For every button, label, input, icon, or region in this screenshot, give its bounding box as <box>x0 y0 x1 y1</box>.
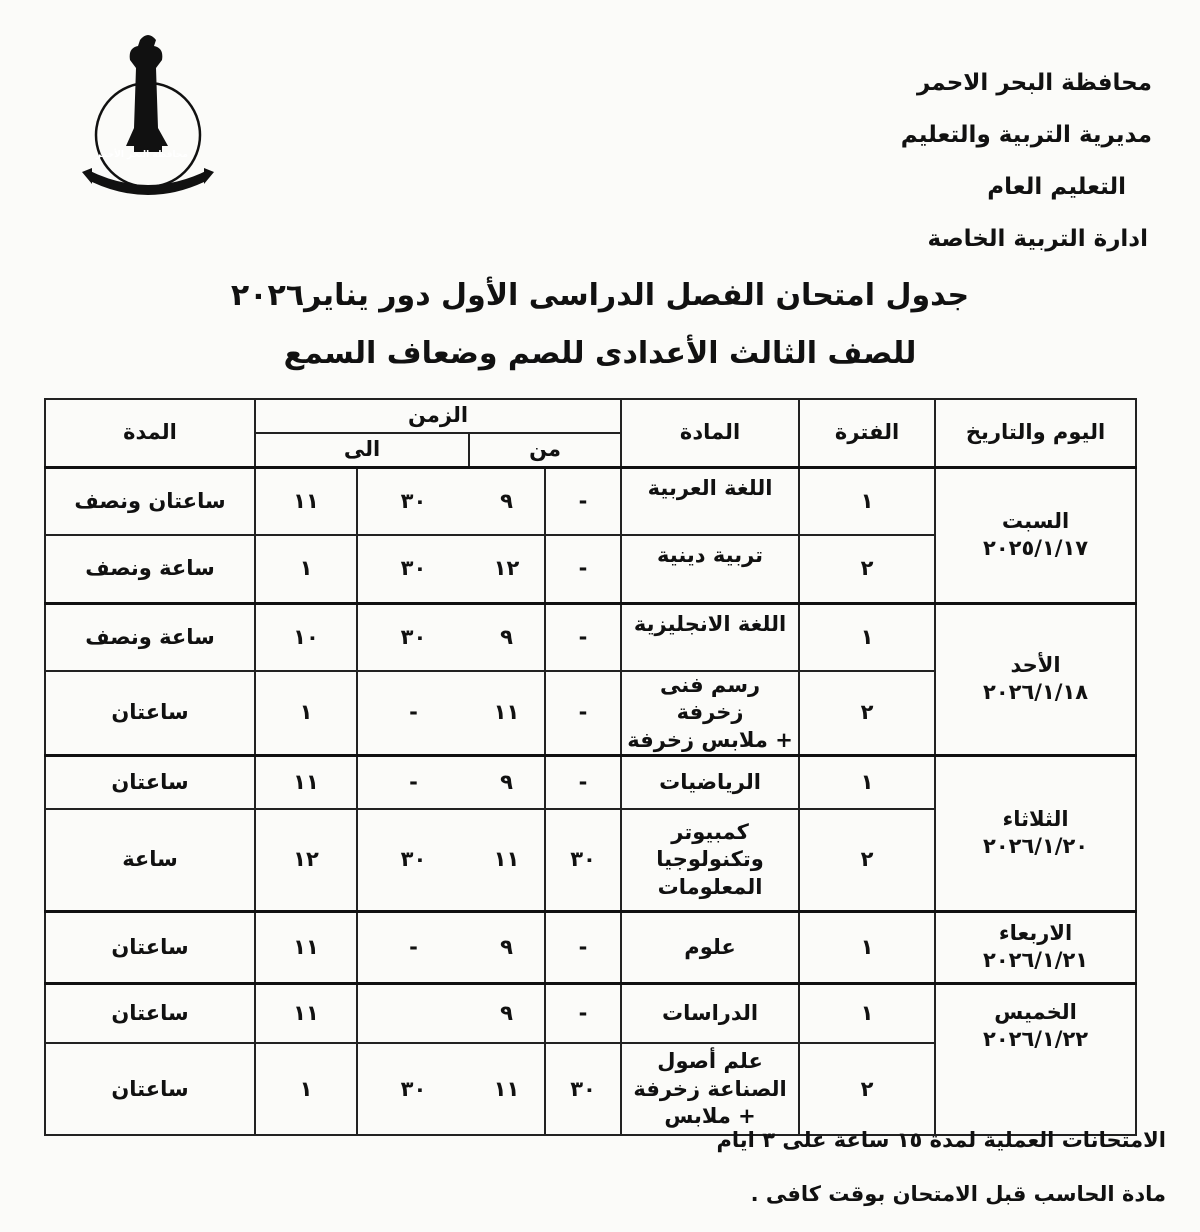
note-computer-subject: مادة الحاسب قبل الامتحان بوقت كافى . <box>750 1182 1166 1206</box>
to-hour-cell: ١١ <box>255 755 357 809</box>
from-hour-cell: ٩ <box>469 603 545 671</box>
subject-line: علم أصول <box>657 1049 763 1074</box>
day-date: ٢٠٢٦/١/٢٠ <box>983 834 1089 859</box>
header-to: الى <box>255 433 469 467</box>
to-hour-cell: ١١ <box>255 983 357 1043</box>
day-date-cell <box>935 911 1136 983</box>
header-from: من <box>469 433 621 467</box>
page-title: جدول امتحان الفصل الدراسى الأول دور يناير٢٠٢٦ <box>230 278 970 313</box>
to-minute-cell: ٣٠ <box>357 603 469 671</box>
to-hour-cell: ١١ <box>255 467 357 535</box>
note-practical-exams: الامتحانات العملية لمدة ١٥ ساعة على ٣ ايام <box>716 1128 1166 1152</box>
period-cell: ٢ <box>799 535 935 603</box>
subject-line: + ملابس زخرفة <box>627 727 793 752</box>
period-cell: ٢ <box>799 809 935 911</box>
header-general-education: التعليم العام <box>987 174 1126 200</box>
to-minute-cell: ٣٠ <box>357 467 469 535</box>
period-cell: ١ <box>799 603 935 671</box>
subject-cell: علوم <box>621 911 799 983</box>
day-date: ٢٠٢٦/١/٢١ <box>983 948 1089 973</box>
period-cell: ١ <box>799 983 935 1043</box>
day-date-cell <box>935 755 1136 911</box>
to-minute-cell: - <box>357 671 469 755</box>
from-hour-cell: ٩ <box>469 911 545 983</box>
subject-cell: الرياضيات <box>621 755 799 809</box>
day-name: الاربعاء <box>998 921 1073 946</box>
subject-cell: اللغة العربية <box>621 467 799 535</box>
header-governorate: محافظة البحر الاحمر <box>917 70 1152 96</box>
subject-cell: اللغة الانجليزية <box>621 603 799 671</box>
day-date-cell <box>935 983 1136 1135</box>
page-subtitle: للصف الثالث الأعدادى للصم وضعاف السمع <box>283 336 917 371</box>
from-hour-cell: ١١ <box>469 809 545 911</box>
period-cell: ١ <box>799 755 935 809</box>
from-minute-cell: - <box>545 983 621 1043</box>
table-row <box>45 983 1136 1043</box>
from-minute-cell: ٣٠ <box>545 1043 621 1135</box>
day-date: ٢٠٢٦/١/٢٢ <box>983 1027 1089 1052</box>
from-hour-cell: ٩ <box>469 467 545 535</box>
table-header-row <box>45 399 1136 433</box>
header-special-education: ادارة التربية الخاصة <box>927 226 1148 252</box>
duration-cell: ساعتان <box>45 1043 255 1135</box>
subject-line: الصناعة زخرفة <box>633 1076 787 1101</box>
to-minute-cell: ٣٠ <box>357 1043 469 1135</box>
to-minute-cell: - <box>357 911 469 983</box>
to-minute-cell <box>357 983 469 1043</box>
exam-schedule-table <box>44 398 1137 1136</box>
day-name: السبت <box>1001 508 1070 533</box>
day-date-cell <box>935 603 1136 755</box>
duration-cell: ساعة ونصف <box>45 603 255 671</box>
from-hour-cell: ١١ <box>469 1043 545 1135</box>
to-hour-cell: ١٠ <box>255 603 357 671</box>
header-period: الفترة <box>799 399 935 467</box>
subject-cell <box>621 671 799 755</box>
from-hour-cell: ١٢ <box>469 535 545 603</box>
subject-cell <box>621 1043 799 1135</box>
duration-cell: ساعتان <box>45 911 255 983</box>
duration-cell: ساعتان <box>45 671 255 755</box>
from-hour-cell: ٩ <box>469 983 545 1043</box>
from-minute-cell: - <box>545 671 621 755</box>
subject-cell <box>621 809 799 911</box>
duration-cell: ساعتان ونصف <box>45 467 255 535</box>
to-hour-cell: ١١ <box>255 911 357 983</box>
emblem-lettering: محافظة البحر الأحمر <box>96 150 188 160</box>
day-name: الخميس <box>994 999 1077 1024</box>
from-minute-cell: - <box>545 467 621 535</box>
table-row <box>45 603 1136 671</box>
subject-cell: الدراسات <box>621 983 799 1043</box>
to-minute-cell: - <box>357 755 469 809</box>
subject-line: المعلومات <box>657 874 763 899</box>
to-hour-cell: ١ <box>255 535 357 603</box>
header-day-date: اليوم والتاريخ <box>935 399 1136 467</box>
day-name: الأحد <box>1010 652 1061 677</box>
day-name: الثلاثاء <box>1002 807 1069 832</box>
subject-line: + ملابس <box>664 1104 756 1129</box>
subject-line: كمبيوتر <box>671 820 749 845</box>
from-minute-cell: ٣٠ <box>545 809 621 911</box>
duration-cell: ساعة <box>45 809 255 911</box>
subject-line: وتكنولوجيا <box>656 847 764 872</box>
to-hour-cell: ١ <box>255 671 357 755</box>
to-hour-cell: ١ <box>255 1043 357 1135</box>
period-cell: ١ <box>799 467 935 535</box>
day-date-cell <box>935 467 1136 603</box>
header-duration: المدة <box>45 399 255 467</box>
subject-line: رسم فنى زخرفة <box>660 673 761 725</box>
to-hour-cell: ١٢ <box>255 809 357 911</box>
from-minute-cell: - <box>545 535 621 603</box>
table-row <box>45 467 1136 535</box>
to-minute-cell: ٣٠ <box>357 535 469 603</box>
governorate-emblem-logo <box>78 20 218 200</box>
period-cell: ١ <box>799 911 935 983</box>
table-row <box>45 911 1136 983</box>
day-date: ٢٠٢٦/١/١٨ <box>983 680 1089 705</box>
from-minute-cell: - <box>545 755 621 809</box>
period-cell: ٢ <box>799 671 935 755</box>
subject-cell: تربية دينية <box>621 535 799 603</box>
header-time: الزمن <box>255 399 621 433</box>
table-row <box>45 755 1136 809</box>
duration-cell: ساعتان <box>45 983 255 1043</box>
from-hour-cell: ١١ <box>469 671 545 755</box>
duration-cell: ساعتان <box>45 755 255 809</box>
period-cell: ٢ <box>799 1043 935 1135</box>
duration-cell: ساعة ونصف <box>45 535 255 603</box>
from-minute-cell: - <box>545 911 621 983</box>
day-date: ٢٠٢٥/١/١٧ <box>983 536 1089 560</box>
from-minute-cell: - <box>545 603 621 671</box>
to-minute-cell: ٣٠ <box>357 809 469 911</box>
from-hour-cell: ٩ <box>469 755 545 809</box>
header-directorate: مديرية التربية والتعليم <box>900 122 1152 148</box>
header-subject: المادة <box>621 399 799 467</box>
